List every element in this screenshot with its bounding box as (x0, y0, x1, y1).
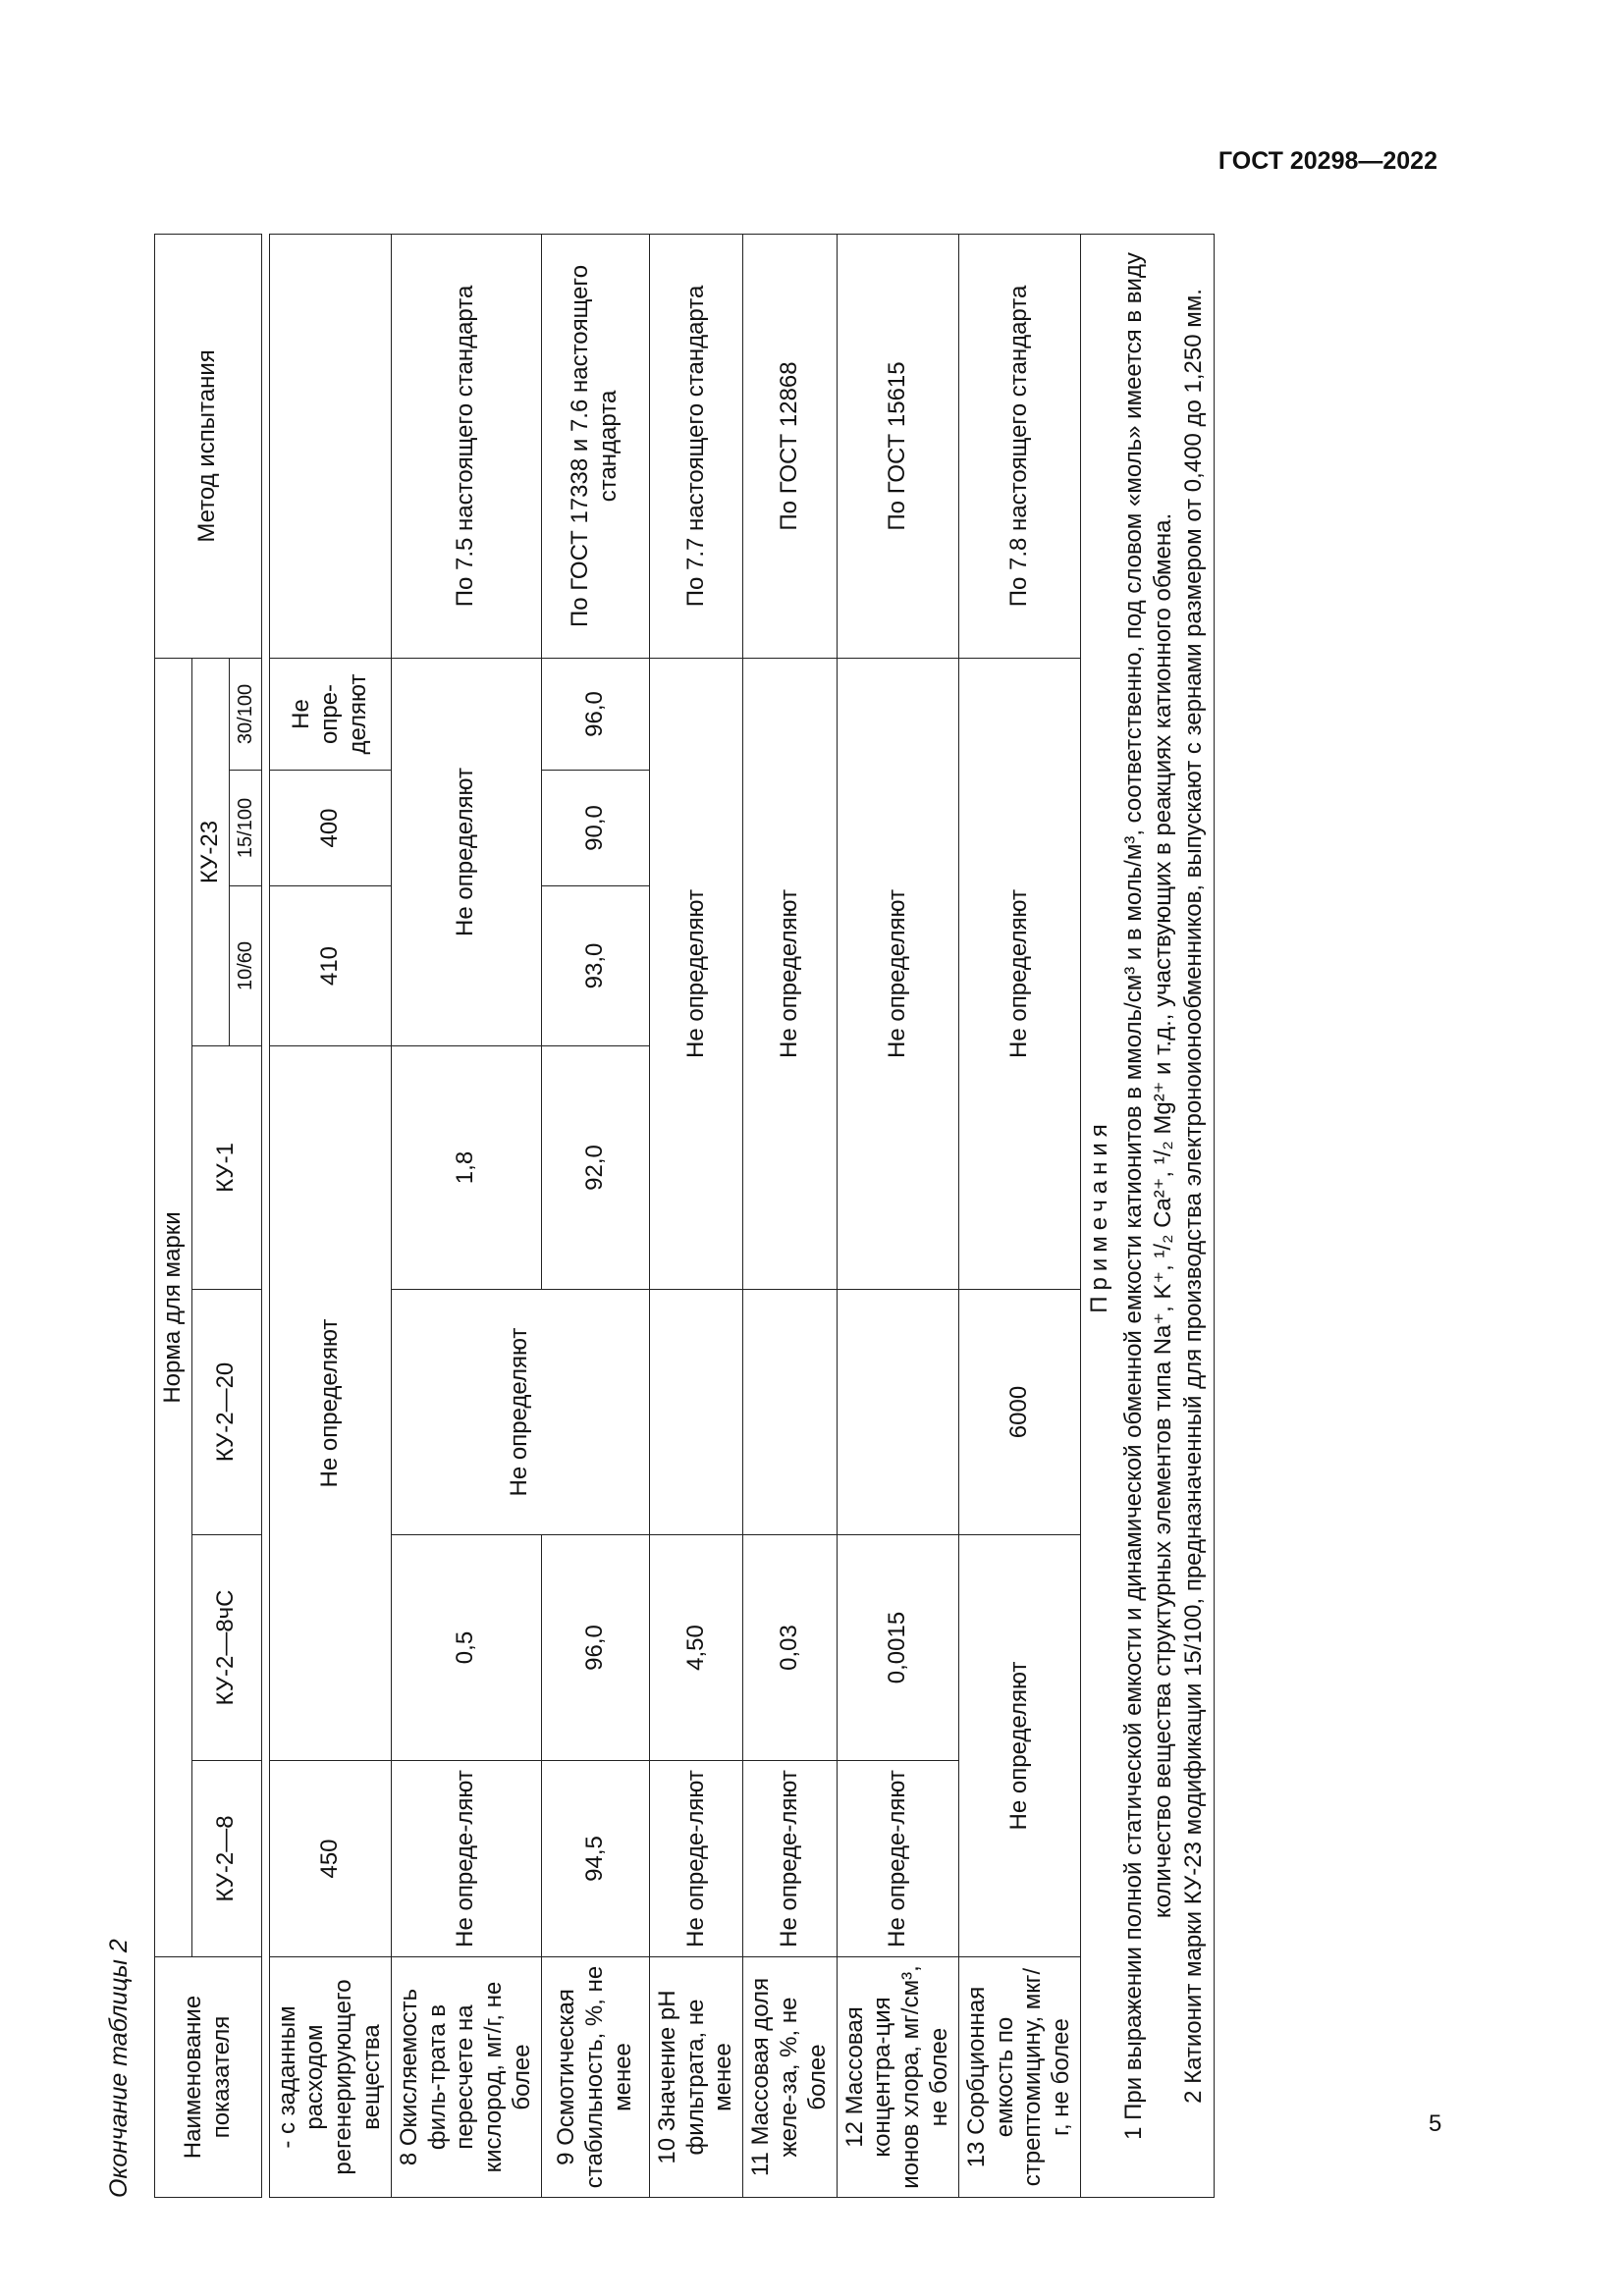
row-a-ku2-8: 450 (269, 1761, 391, 1957)
row-12-ku2-20 (837, 1290, 958, 1535)
row-8-ku2-8: Не опреде-ляют (391, 1761, 541, 1957)
row-a-name: - с заданным расходом регенерирующего вещества (269, 1957, 391, 2198)
header-ku23-1060: 10/60 (229, 886, 261, 1046)
table-caption: Окончание таблицы 2 (105, 1939, 133, 2198)
header-ku2-20: КУ-2—20 (191, 1290, 261, 1535)
row-8-ku2-8chs: 0,5 (391, 1535, 541, 1761)
header-ku23-30100: 30/100 (229, 658, 261, 770)
row-a-ku23-1060: 410 (269, 886, 391, 1046)
notes-title: Примечания (1085, 1118, 1112, 1313)
row-a-ku23-30100: Не опре-деляют (269, 658, 391, 770)
row-11-ku1-ku23: Не определяют (743, 658, 837, 1289)
row-11-ku2-8chs: 0,03 (743, 1535, 837, 1761)
header-ku2-8chs: КУ-2—8чС (191, 1535, 261, 1761)
row-10-method: По 7.7 настоящего стандарта (649, 234, 742, 658)
page-number: 5 (1429, 2110, 1442, 2137)
row-12-ku2-8: Не опреде-ляют (837, 1761, 958, 1957)
row-10-ku1-ku23: Не определяют (649, 658, 742, 1289)
row-11-name: 11 Массовая доля желе-за, %, не более (743, 1957, 837, 2198)
row-a-ku23-15100: 400 (269, 771, 391, 886)
row-9-ku23-30100: 96,0 (541, 658, 649, 770)
row-9-ku23-1060: 93,0 (541, 886, 649, 1046)
row-13-ku1-ku23: Не определяют (958, 658, 1080, 1289)
row-10-ku2-8: Не опреде-ляют (649, 1761, 742, 1957)
header-ku2-8: КУ-2—8 (191, 1761, 261, 1957)
row-11-ku2-8: Не опреде-ляют (743, 1761, 837, 1957)
row-8-method: По 7.5 настоящего стандарта (391, 234, 541, 658)
document-header: ГОСТ 20298—2022 (1218, 147, 1437, 175)
row-8-ku1: 1,8 (391, 1046, 541, 1290)
table-notes (1080, 234, 1214, 2197)
row-9-name: 9 Осмотическая стабильность, %, не менее (541, 1957, 649, 2198)
row-11-method: По ГОСТ 12868 (743, 234, 837, 658)
header-norm: Норма для марки (155, 658, 192, 1956)
note-1: 1 При выражении полной статической емкости и динамической обменной емкости катионитов в ммоль/см³ и в моль/м³, соответственно, под словом «моль» имеется в виду количество вещества структурных элементов типа Na⁺, K⁺, ¹/₂ Ca²⁺, ¹/₂ Mg²⁺ и т.д., участвующих в реакциях катионного обмена. (1119, 252, 1177, 2140)
header-ku1: КУ-1 (191, 1046, 261, 1290)
row-a-ku2-8chs-to-ku1: Не определяют (269, 1046, 391, 1761)
row-8-ku23: Не определяют (391, 658, 541, 1045)
row-9-ku1: 92,0 (541, 1046, 649, 1290)
row-13-method: По 7.8 настоящего стандарта (958, 234, 1080, 658)
row-9-ku2-8chs: 96,0 (541, 1535, 649, 1761)
row-a-method (269, 234, 391, 658)
row-9-ku23-15100: 90,0 (541, 771, 649, 886)
row-9-ku2-8: 94,5 (541, 1761, 649, 1957)
row-13-ku2-8-ku2-8chs: Не определяют (958, 1535, 1080, 1957)
properties-table (154, 234, 1215, 2198)
rotated-table-area (105, 235, 1232, 2198)
header-ku23-15100: 15/100 (229, 771, 261, 886)
note-2: 2 Катионит марки КУ-23 модификации 15/100, предназначенный для производства электроноионообменников, выпускают с зернами размером от 0,400 до 1,250 мм. (1180, 289, 1208, 2104)
row-12-ku2-8chs: 0,0015 (837, 1535, 958, 1761)
row-12-ku1-ku23: Не определяют (837, 658, 958, 1289)
header-method: Метод испытания (155, 234, 262, 658)
row-13-ku2-20: 6000 (958, 1290, 1080, 1535)
row-10-ku2-20 (649, 1290, 742, 1535)
row-9-method: По ГОСТ 17338 и 7.6 настоящего стандарта (541, 234, 649, 658)
row-10-name: 10 Значение pH фильтрата, не менее (649, 1957, 742, 2198)
row-8-name: 8 Окисляемость филь-трата в пересчете на кислород, мг/г, не более (391, 1957, 541, 2198)
row-11-ku2-20 (743, 1290, 837, 1535)
row-12-method: По ГОСТ 15615 (837, 234, 958, 658)
header-name: Наименование показателя (155, 1957, 262, 2198)
row-10-ku2-8chs: 4,50 (649, 1535, 742, 1761)
row-8-9-ku2-20: Не определяют (391, 1290, 649, 1535)
row-13-name: 13 Сорбционная емкость по стрептомицину, мкг/г, не более (958, 1957, 1080, 2198)
row-12-name: 12 Массовая концентра-ция ионов хлора, мг/см³, не более (837, 1957, 958, 2198)
header-ku23: КУ-23 (191, 658, 229, 1045)
